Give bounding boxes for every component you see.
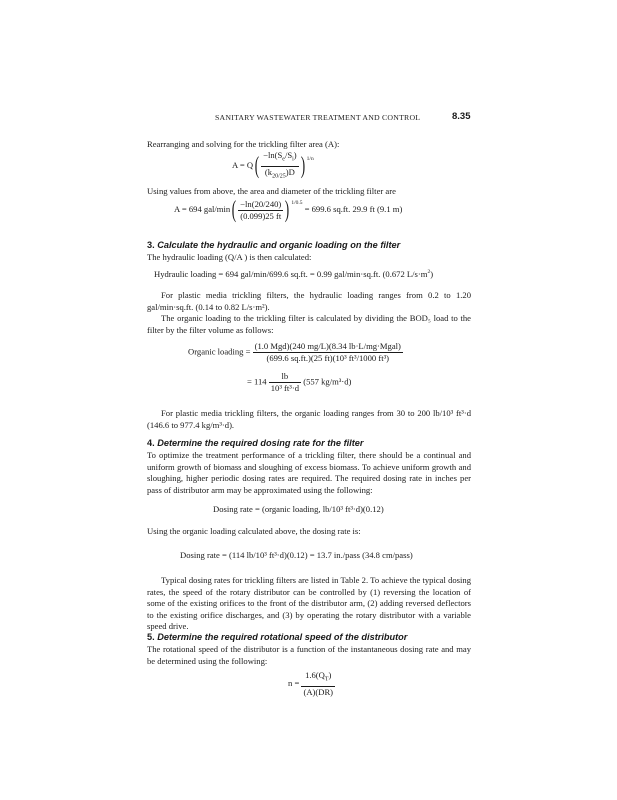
area-num-mid: /S (284, 150, 293, 160)
area-den-sub: 20/25 (272, 173, 286, 180)
organic-intro-text: The organic loading to the trickling filter is calculated by dividing the BOD₅ load to the filter by the filter volume as follows: (147, 313, 471, 335)
organic-intro-paragraph (147, 313, 471, 336)
rotational-lhs: n = (288, 677, 300, 688)
section-5-title: Determine the required rotational speed of the distributor (157, 632, 408, 642)
area-den-a: (k (264, 166, 273, 177)
dosing-intro-paragraph: To optimize the treatment performance of a trickling filter, there should be a continual and uniform growth of biomass and sloughing of excess biomass. To achieve uniform growth and sloughing, higher periodic dosing rates are required. The required dosing rate in inches per pass of distributor arm may be approximated using the following: (147, 450, 471, 495)
section-3-title: Calculate the hydraulic and organic loading on the filter (157, 240, 401, 250)
area-equation (232, 150, 314, 182)
dosing-rate-result: Dosing rate = (114 lb/10³ ft³·d)(0.12) = 13.7 in./pass (34.8 cm/pass) (180, 550, 413, 560)
organic-result-num: lb (269, 371, 301, 383)
organic-result-lhs: = 114 (247, 376, 267, 387)
organic-den: (699.6 sq.ft.)(25 ft)(10³ ft³/1000 ft³) (266, 353, 390, 363)
dosing-using-text: Using the organic loading calculated above, the dosing rate is: (147, 526, 361, 536)
organic-num: (1.0 Mgd)(240 mg/L)(8.34 lb·L/mg·Mgal) (254, 341, 401, 351)
rotational-num-end: ) (328, 670, 332, 680)
area-value-den: (0.099)25 ft (240, 210, 282, 221)
rotational-den: (A)(DR) (303, 686, 334, 697)
area-value-rhs: = 699.6 sq.ft. 29.9 ft (9.1 m) (304, 203, 403, 214)
dosing-rate-equation: Dosing rate = (organic loading, lb/10³ ft³·d)(0.12) (213, 504, 384, 514)
rotational-speed-equation (288, 670, 335, 698)
area-value-fraction (238, 199, 283, 222)
area-den-end: )D (285, 166, 295, 177)
hydraulic-intro-text: The hydraulic loading (Q/A ) is then calculated: (147, 252, 312, 262)
rotational-num-sub: T (324, 676, 329, 683)
area-value-equation (174, 198, 402, 222)
hydraulic-equation-text: Hydraulic loading = 694 gal/min/699.6 sq.ft. = 0.99 gal/min·sq.ft. (0.672 L/s·m (154, 269, 428, 279)
right-paren: ) (300, 153, 305, 180)
area-equation-fraction (261, 150, 299, 182)
area-num-end: ) (293, 150, 297, 160)
hydraulic-equation (154, 269, 433, 279)
organic-range-paragraph (147, 408, 471, 431)
organic-result-den: 10³ ft³·d (270, 383, 300, 393)
area-value-lhs: A = 694 gal/min (174, 203, 231, 214)
area-num-a: −ln(S (263, 150, 283, 160)
area-equation-lhs: A = Q (232, 160, 254, 171)
page-number: 8.35 (452, 111, 471, 122)
area-value-num: −ln(20/240) (240, 198, 282, 209)
dosing-typical-paragraph (147, 575, 471, 633)
area-value-exponent: 1/0.5 (291, 199, 303, 206)
dosing-typical-text: Typical dosing rates for trickling filters are listed in Table 2. To achieve the typical dosing rates, the speed of the rotary distributor can be controlled by (1) reversing the location of some of the existing orifices to the front of the distributor arm, (2) adding reversed deflectors to the existing orifice discharges, and (3) by operating the rotary distributor with a variable speed drive. (147, 575, 471, 632)
section-5-number: 5. (147, 632, 155, 642)
organic-lhs: Organic loading = (188, 346, 251, 357)
hydraulic-range-paragraph (147, 290, 471, 313)
rotational-fraction (301, 670, 335, 698)
area-exponent: 1/n (306, 156, 314, 163)
hydraulic-range-text: For plastic media trickling filters, the hydraulic loading ranges from 0.2 to 1.20 gal/min·sq.ft. (0.14 to 0.82 L/s·m²). (147, 290, 471, 312)
section-3-number: 3. (147, 240, 155, 250)
organic-loading-result (247, 371, 351, 394)
left-paren: ( (231, 197, 237, 223)
left-paren: ( (254, 153, 260, 180)
area-num-sub-i: i (292, 156, 294, 163)
section-4-number: 4. (147, 438, 155, 448)
hydraulic-equation-sup: 2 (427, 269, 431, 275)
running-head: SANITARY WASTEWATER TREATMENT AND CONTROL (215, 113, 421, 122)
organic-range-text: For plastic media trickling filters, the organic loading ranges from 30 to 200 lb/10³ ft³·d (146.6 to 977.4 kg/m³·d). (147, 408, 471, 430)
right-paren: ) (285, 197, 290, 223)
section-5-heading (147, 632, 407, 642)
organic-fraction (253, 341, 403, 364)
using-values-text: Using values from above, the area and diameter of the trickling filter are (147, 186, 396, 196)
organic-result-fraction (269, 371, 301, 394)
organic-loading-equation (188, 341, 403, 364)
hydraulic-equation-end: ) (430, 269, 434, 279)
rotational-intro-paragraph: The rotational speed of the distributor is a function of the instantaneous dosing rate and may be determined using the following: (147, 644, 471, 666)
organic-result-rhs: (557 kg/m³·d) (303, 376, 352, 387)
rotational-num-a: 1.6(Q (305, 670, 325, 680)
section-4-title: Determine the required dosing rate for the filter (157, 438, 364, 448)
section-4-heading (147, 438, 363, 448)
area-num-sub-e: e (282, 156, 285, 163)
intro-rearranging-text: Rearranging and solving for the trickling filter area (A): (147, 139, 340, 149)
section-3-heading (147, 240, 400, 250)
